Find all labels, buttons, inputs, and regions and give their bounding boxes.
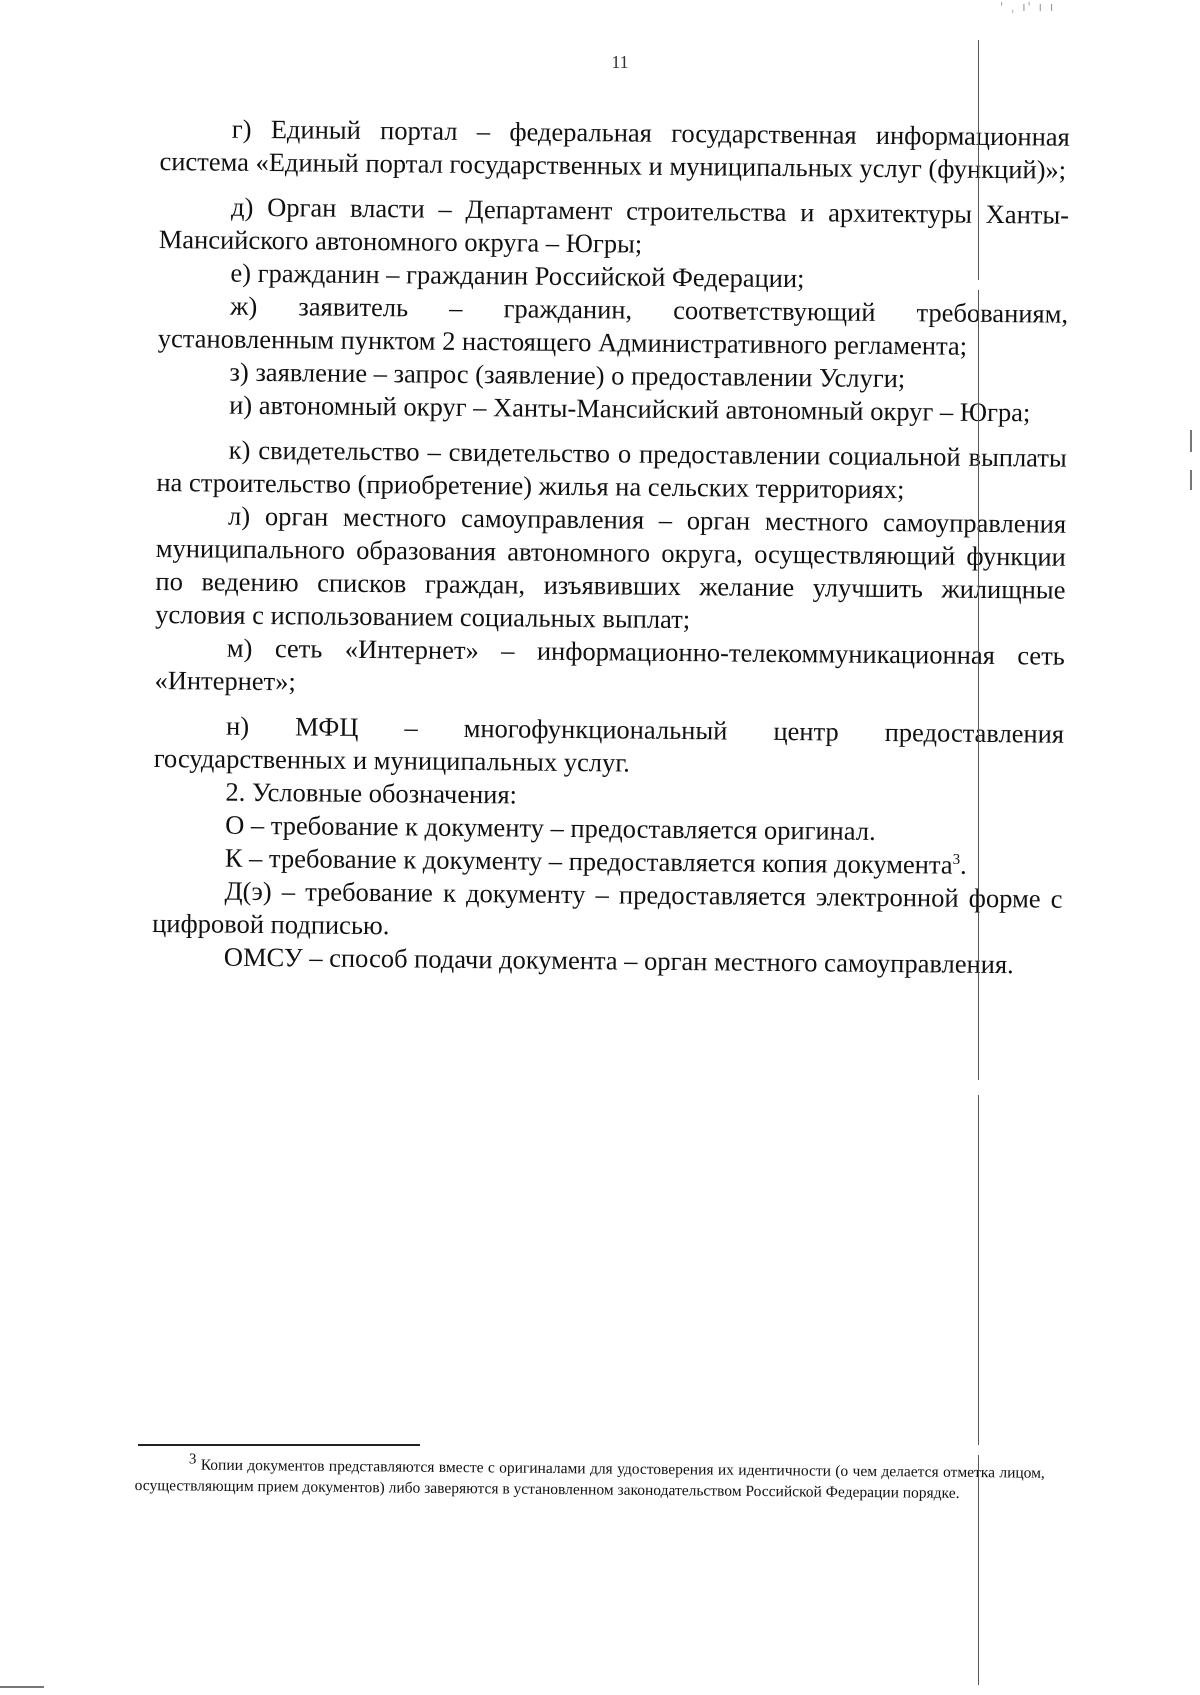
scan-edge-mark (0, 1686, 44, 1688)
definition-i: и) автономный округ – Ханты-Мансийский автономный округ – Югра; (229, 389, 1031, 428)
legend-k: К – требование к документу – предоставляется копия документа$^3$. (224, 842, 967, 880)
scan-fold-line (978, 40, 979, 280)
document-body (152, 112, 1070, 982)
definition-n: н) МФЦ – многофункциональный центр предоставления государственных и муниципальных услуг. (153, 710, 1065, 778)
definition-z: з) заявление – запрос (заявление) о предоставлении Услуги; (229, 356, 906, 394)
legend-o: О – требование к документу – предоставляется оригинал. (225, 809, 876, 846)
definition-k: к) свидетельство – свидетельство о предоставлении социальной выплаты на строительство (приобретение) жилья на сельских территориях; (156, 434, 1067, 505)
definition-g: г) Единый портал – федеральная государственная информационная система «Единый портал государственных и муниципальных услуг (функций)»; (159, 113, 1070, 185)
legend-omsu: ОМСУ – способ подачи документа – орган местного самоуправления. (223, 941, 1014, 980)
scan-fold-line (978, 1095, 979, 1445)
scan-edge-mark (1190, 470, 1192, 490)
scan-fold-line (978, 1455, 979, 1685)
legend-k-text: К – требование к документу – предоставляется копия документа (224, 842, 953, 880)
footnote-marker: 3 (188, 1451, 197, 1468)
section-2-heading: 2. Условные обозначения: (225, 776, 518, 810)
page-number: 11 (611, 52, 629, 72)
scan-fold-line (978, 290, 979, 1080)
definition-m: м) сеть «Интернет» – информационно-телекоммуникационная сеть «Интернет»; (154, 632, 1065, 697)
legend-d-e: Д(э) – требование к документу – предоставляется электронной форме с цифровой подписью. (152, 875, 1063, 941)
footnote-reference[interactable]: 3 (952, 851, 961, 868)
footnote (134, 1451, 1045, 1505)
definition-l: л) орган местного самоуправления – орган местного самоуправления муниципального образования автономного округа, осуществляющий функции по ведению списков граждан, изъявивших желание улучшить жилищные условия с использованием социальных выплат; (155, 500, 1067, 635)
scan-artifact-marks: ' ˌ ı' ı ı (1000, 0, 1056, 14)
footnote-text: Копии документов представляются вместе с оригиналами для удостоверения их идентичности (о чем делается отметка лицом, осуществляющим прием документов) либо заверяются в установленном законодательством Российской Федерации порядке. (134, 1456, 1045, 1502)
definition-e: е) гражданин – гражданин Российской Федерации; (230, 257, 805, 294)
scan-edge-mark (1190, 430, 1192, 452)
footnote-separator (138, 1444, 420, 1446)
definition-zh: ж) заявитель – гражданин, соответствующий требованиям, установленным пунктом 2 настоящего Административного регламента; (157, 290, 1069, 361)
definition-d: д) Орган власти – Департамент строительства и архитектуры Ханты-Мансийского автономного округа – Югры; (158, 191, 1070, 259)
